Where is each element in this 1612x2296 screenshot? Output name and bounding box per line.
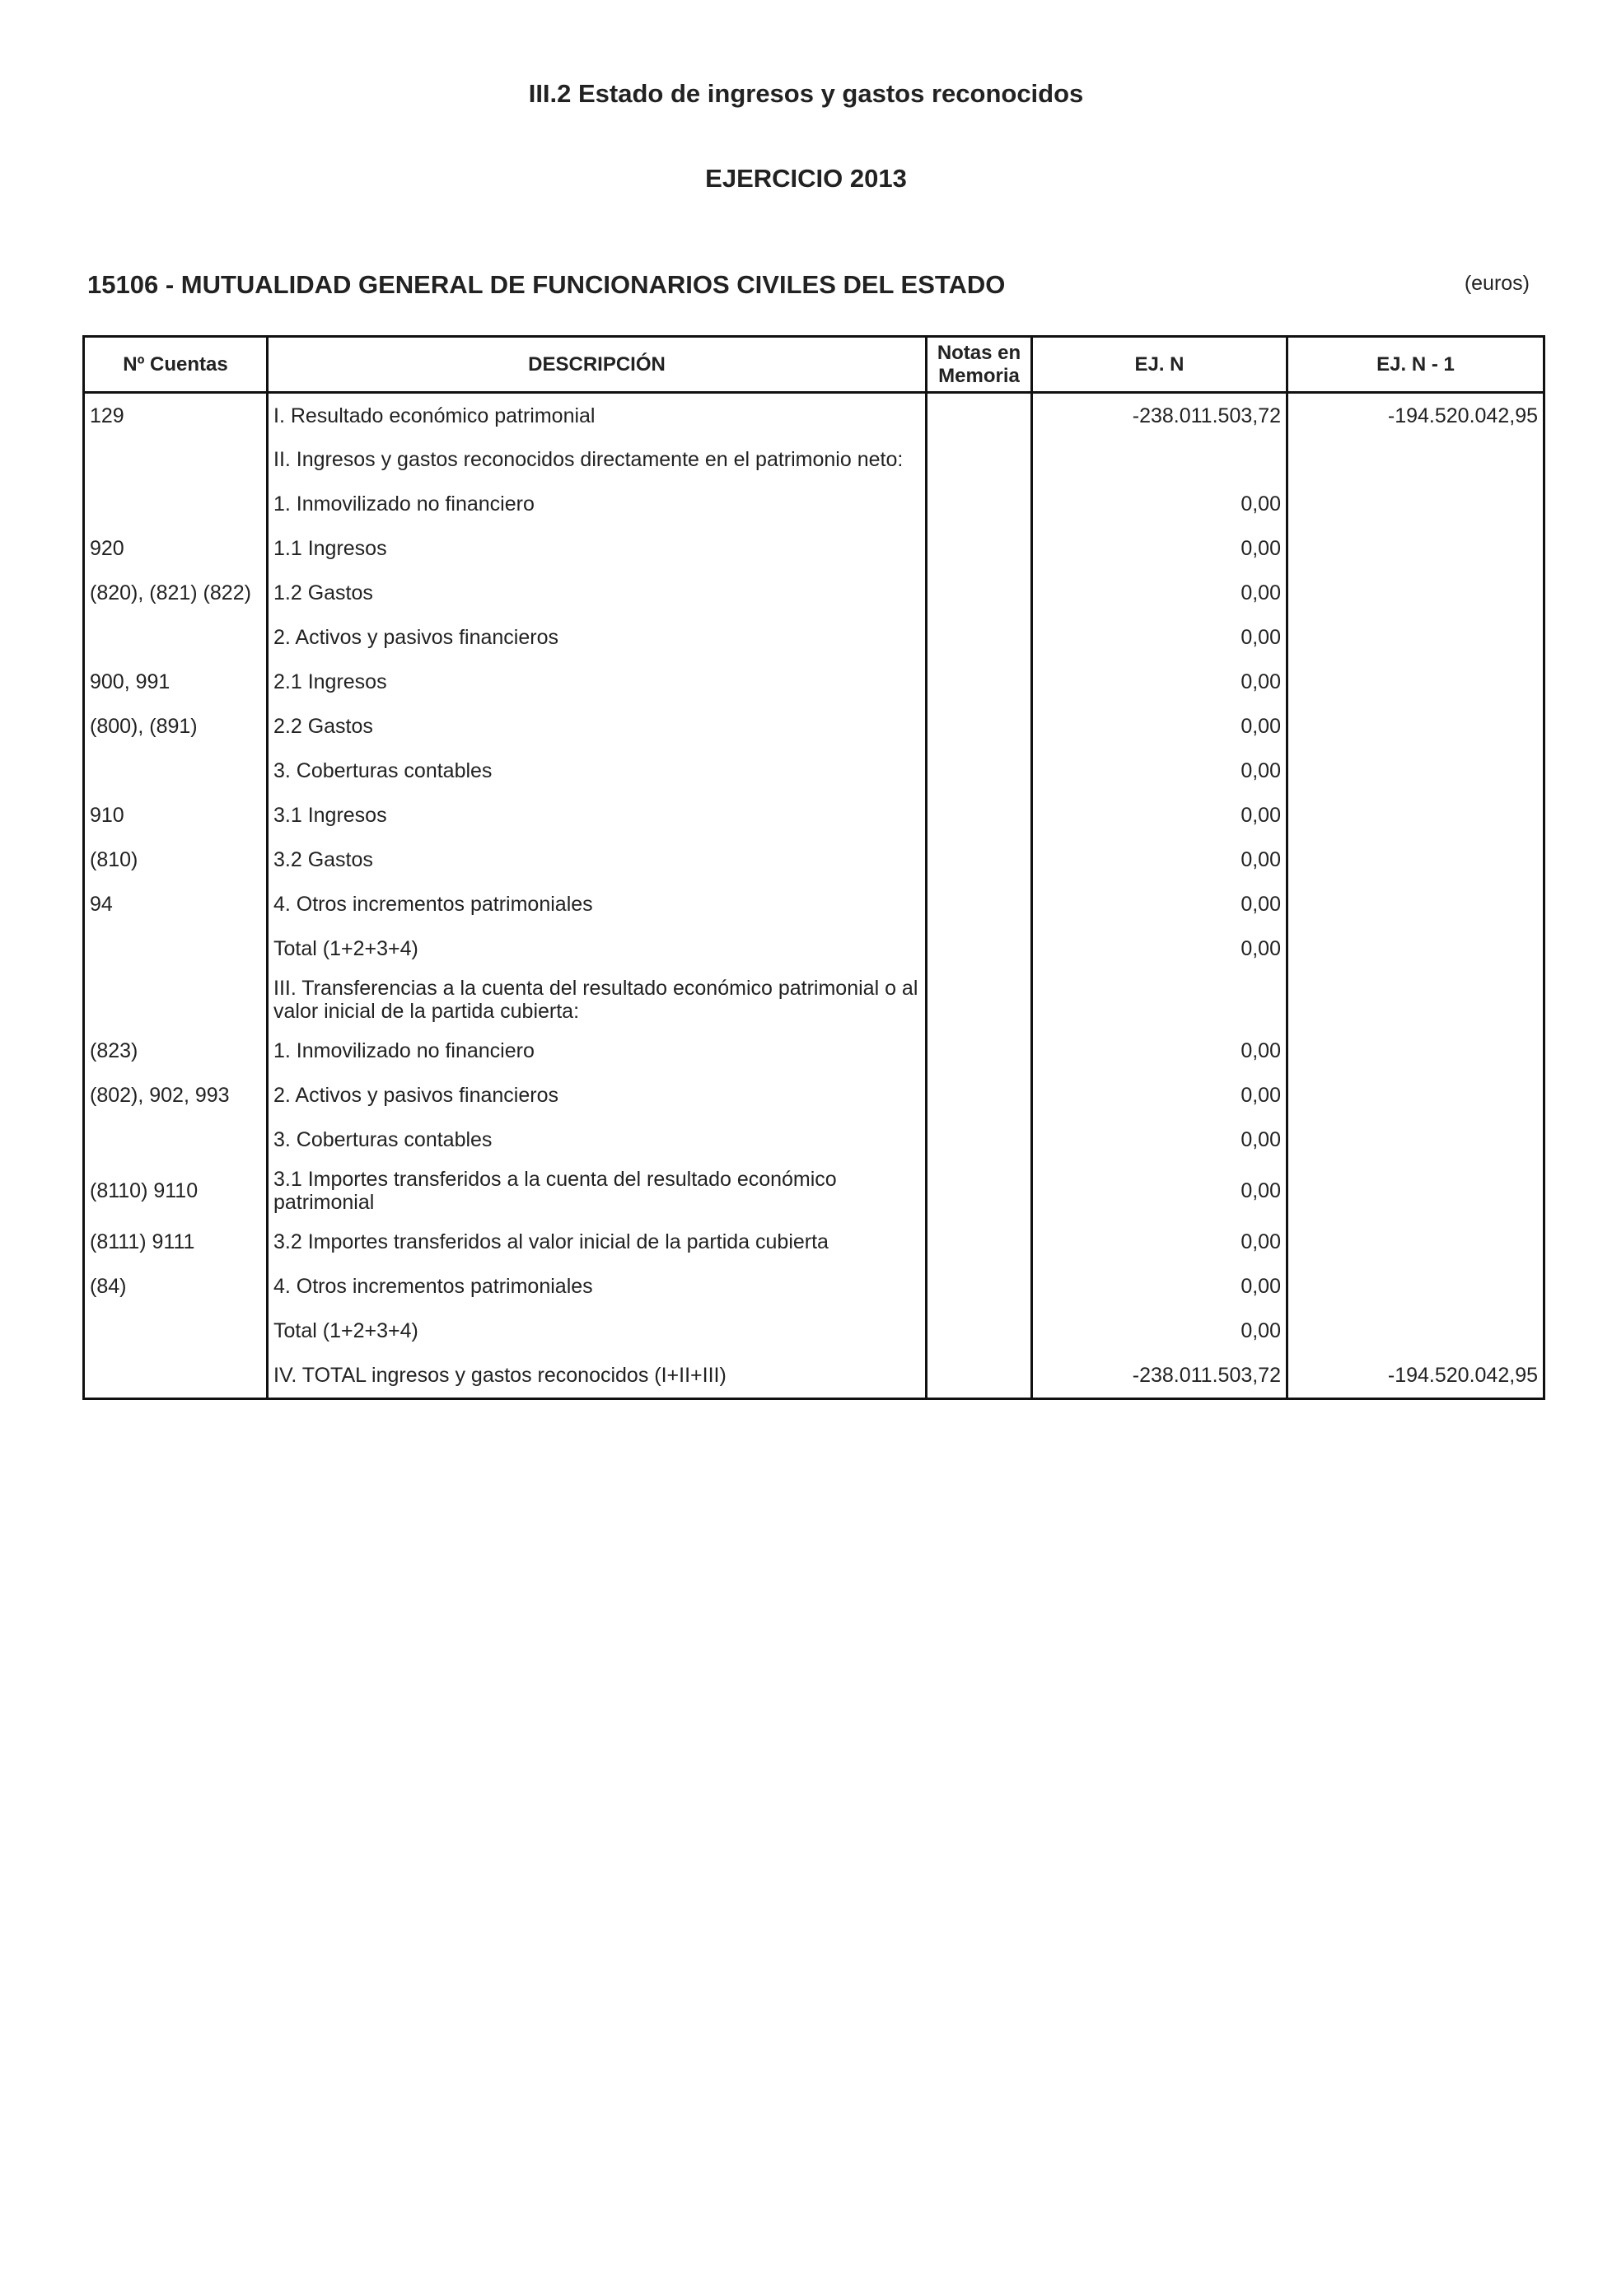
cell-ej-n1 xyxy=(1287,971,1544,1029)
cell-descripcion: 3.2 Gastos xyxy=(268,838,927,882)
cell-ej-n1 xyxy=(1287,615,1544,660)
table-row xyxy=(84,1118,1544,1162)
cell-ej-n: 0,00 xyxy=(1032,571,1287,615)
table-row xyxy=(84,1029,1544,1073)
cell-ej-n: 0,00 xyxy=(1032,526,1287,571)
table-row xyxy=(84,615,1544,660)
cell-ej-n: 0,00 xyxy=(1032,1029,1287,1073)
cell-notas xyxy=(927,1162,1032,1220)
column-header-cuentas: Nº Cuentas xyxy=(84,337,268,393)
cell-notas xyxy=(927,704,1032,749)
cell-ej-n1 xyxy=(1287,1029,1544,1073)
cell-cuentas: (800), (891) xyxy=(84,704,268,749)
cell-ej-n: 0,00 xyxy=(1032,615,1287,660)
table-row xyxy=(84,1073,1544,1118)
cell-cuentas: (802), 902, 993 xyxy=(84,1073,268,1118)
column-header-ej-n: EJ. N xyxy=(1032,337,1287,393)
cell-descripcion: 2. Activos y pasivos financieros xyxy=(268,1073,927,1118)
cell-ej-n: 0,00 xyxy=(1032,482,1287,526)
table-row xyxy=(84,1353,1544,1399)
cell-notas xyxy=(927,482,1032,526)
cell-descripcion: 1. Inmovilizado no financiero xyxy=(268,1029,927,1073)
cell-cuentas xyxy=(84,615,268,660)
cell-notas xyxy=(927,838,1032,882)
column-header-notas xyxy=(927,337,1032,393)
table-row xyxy=(84,437,1544,482)
cell-ej-n: 0,00 xyxy=(1032,1309,1287,1353)
cell-ej-n: 0,00 xyxy=(1032,1220,1287,1264)
cell-notas xyxy=(927,1353,1032,1399)
cell-ej-n1 xyxy=(1287,882,1544,926)
currency-units: (euros) xyxy=(1464,272,1530,295)
cell-ej-n: 0,00 xyxy=(1032,749,1287,793)
cell-ej-n1 xyxy=(1287,838,1544,882)
cell-ej-n: 0,00 xyxy=(1032,882,1287,926)
cell-descripcion: 2. Activos y pasivos financieros xyxy=(268,615,927,660)
cell-ej-n: 0,00 xyxy=(1032,1073,1287,1118)
cell-ej-n: -238.011.503,72 xyxy=(1032,1353,1287,1399)
cell-cuentas xyxy=(84,437,268,482)
table-row xyxy=(84,571,1544,615)
table-row xyxy=(84,1220,1544,1264)
cell-cuentas: 129 xyxy=(84,393,268,438)
table-row xyxy=(84,1264,1544,1309)
entity-name: 15106 - MUTUALIDAD GENERAL DE FUNCIONARIOS CIVILES DEL ESTADO xyxy=(87,270,1006,299)
cell-notas xyxy=(927,571,1032,615)
cell-ej-n: -238.011.503,72 xyxy=(1032,393,1287,438)
table-row xyxy=(84,1309,1544,1353)
cell-ej-n1 xyxy=(1287,571,1544,615)
cell-descripcion: 3.2 Importes transferidos al valor inicial de la partida cubierta xyxy=(268,1220,927,1264)
cell-notas xyxy=(927,437,1032,482)
cell-cuentas: (823) xyxy=(84,1029,268,1073)
cell-cuentas: 910 xyxy=(84,793,268,838)
cell-ej-n: 0,00 xyxy=(1032,1264,1287,1309)
cell-cuentas: (820), (821) (822) xyxy=(84,571,268,615)
cell-cuentas xyxy=(84,1353,268,1399)
cell-descripcion: 4. Otros incrementos patrimoniales xyxy=(268,1264,927,1309)
cell-ej-n1 xyxy=(1287,704,1544,749)
column-header-notas-line1: Notas en xyxy=(937,341,1021,364)
cell-notas xyxy=(927,1309,1032,1353)
cell-ej-n1 xyxy=(1287,1162,1544,1220)
cell-notas xyxy=(927,615,1032,660)
income-expense-table xyxy=(82,335,1545,1400)
cell-ej-n: 0,00 xyxy=(1032,1118,1287,1162)
cell-ej-n1 xyxy=(1287,437,1544,482)
cell-cuentas: 94 xyxy=(84,882,268,926)
cell-cuentas xyxy=(84,971,268,1029)
table-row xyxy=(84,393,1544,438)
column-header-ej-n1: EJ. N - 1 xyxy=(1287,337,1544,393)
cell-ej-n1 xyxy=(1287,793,1544,838)
column-header-notas-line2: Memoria xyxy=(938,364,1020,387)
cell-descripcion: Total (1+2+3+4) xyxy=(268,926,927,971)
cell-notas xyxy=(927,393,1032,438)
cell-descripcion: II. Ingresos y gastos reconocidos directamente en el patrimonio neto: xyxy=(268,437,927,482)
cell-ej-n1 xyxy=(1287,482,1544,526)
table-row xyxy=(84,660,1544,704)
cell-cuentas: 900, 991 xyxy=(84,660,268,704)
cell-cuentas xyxy=(84,749,268,793)
cell-descripcion: Total (1+2+3+4) xyxy=(268,1309,927,1353)
cell-ej-n1 xyxy=(1287,1118,1544,1162)
cell-notas xyxy=(927,1029,1032,1073)
cell-ej-n: 0,00 xyxy=(1032,704,1287,749)
cell-ej-n1 xyxy=(1287,926,1544,971)
cell-ej-n1 xyxy=(1287,526,1544,571)
cell-ej-n xyxy=(1032,971,1287,1029)
cell-ej-n xyxy=(1032,437,1287,482)
cell-notas xyxy=(927,793,1032,838)
cell-descripcion: 2.1 Ingresos xyxy=(268,660,927,704)
cell-ej-n: 0,00 xyxy=(1032,1162,1287,1220)
cell-notas xyxy=(927,1220,1032,1264)
cell-cuentas: (84) xyxy=(84,1264,268,1309)
cell-ej-n: 0,00 xyxy=(1032,926,1287,971)
cell-descripcion: 3.1 Ingresos xyxy=(268,793,927,838)
cell-cuentas: (810) xyxy=(84,838,268,882)
cell-notas xyxy=(927,749,1032,793)
table-header-row xyxy=(84,337,1544,393)
cell-cuentas xyxy=(84,926,268,971)
cell-ej-n1 xyxy=(1287,1264,1544,1309)
cell-descripcion: 3. Coberturas contables xyxy=(268,749,927,793)
cell-ej-n1 xyxy=(1287,660,1544,704)
cell-notas xyxy=(927,526,1032,571)
cell-descripcion: IV. TOTAL ingresos y gastos reconocidos (I+II+III) xyxy=(268,1353,927,1399)
cell-ej-n1: -194.520.042,95 xyxy=(1287,1353,1544,1399)
cell-descripcion: 3. Coberturas contables xyxy=(268,1118,927,1162)
cell-notas xyxy=(927,882,1032,926)
cell-descripcion: 1.2 Gastos xyxy=(268,571,927,615)
table-row xyxy=(84,882,1544,926)
cell-notas xyxy=(927,1073,1032,1118)
cell-descripcion: I. Resultado económico patrimonial xyxy=(268,393,927,438)
cell-cuentas xyxy=(84,1118,268,1162)
page-title: III.2 Estado de ingresos y gastos reconocidos xyxy=(528,79,1084,108)
cell-notas xyxy=(927,1118,1032,1162)
cell-descripcion: 1.1 Ingresos xyxy=(268,526,927,571)
fiscal-year-heading: EJERCICIO 2013 xyxy=(705,164,907,193)
column-header-descripcion: DESCRIPCIÓN xyxy=(268,337,927,393)
cell-notas xyxy=(927,1264,1032,1309)
table-row xyxy=(84,749,1544,793)
cell-ej-n1 xyxy=(1287,1220,1544,1264)
table-row xyxy=(84,971,1544,1029)
cell-ej-n1: -194.520.042,95 xyxy=(1287,393,1544,438)
cell-ej-n1 xyxy=(1287,749,1544,793)
cell-descripcion: III. Transferencias a la cuenta del resultado económico patrimonial o al valor inicial de la partida cubierta: xyxy=(268,971,927,1029)
table-row xyxy=(84,704,1544,749)
cell-notas xyxy=(927,971,1032,1029)
cell-notas xyxy=(927,660,1032,704)
table-row xyxy=(84,1162,1544,1220)
cell-descripcion: 3.1 Importes transferidos a la cuenta del resultado económico patrimonial xyxy=(268,1162,927,1220)
cell-ej-n: 0,00 xyxy=(1032,660,1287,704)
cell-ej-n1 xyxy=(1287,1073,1544,1118)
table-row xyxy=(84,482,1544,526)
table-row xyxy=(84,793,1544,838)
cell-notas xyxy=(927,926,1032,971)
table-row xyxy=(84,838,1544,882)
cell-cuentas xyxy=(84,1309,268,1353)
cell-cuentas: 920 xyxy=(84,526,268,571)
cell-cuentas: (8110) 9110 xyxy=(84,1162,268,1220)
cell-ej-n1 xyxy=(1287,1309,1544,1353)
table-row xyxy=(84,926,1544,971)
cell-cuentas: (8111) 9111 xyxy=(84,1220,268,1264)
cell-descripcion: 1. Inmovilizado no financiero xyxy=(268,482,927,526)
cell-ej-n: 0,00 xyxy=(1032,793,1287,838)
cell-descripcion: 4. Otros incrementos patrimoniales xyxy=(268,882,927,926)
cell-descripcion: 2.2 Gastos xyxy=(268,704,927,749)
table-row xyxy=(84,526,1544,571)
cell-ej-n: 0,00 xyxy=(1032,838,1287,882)
cell-cuentas xyxy=(84,482,268,526)
